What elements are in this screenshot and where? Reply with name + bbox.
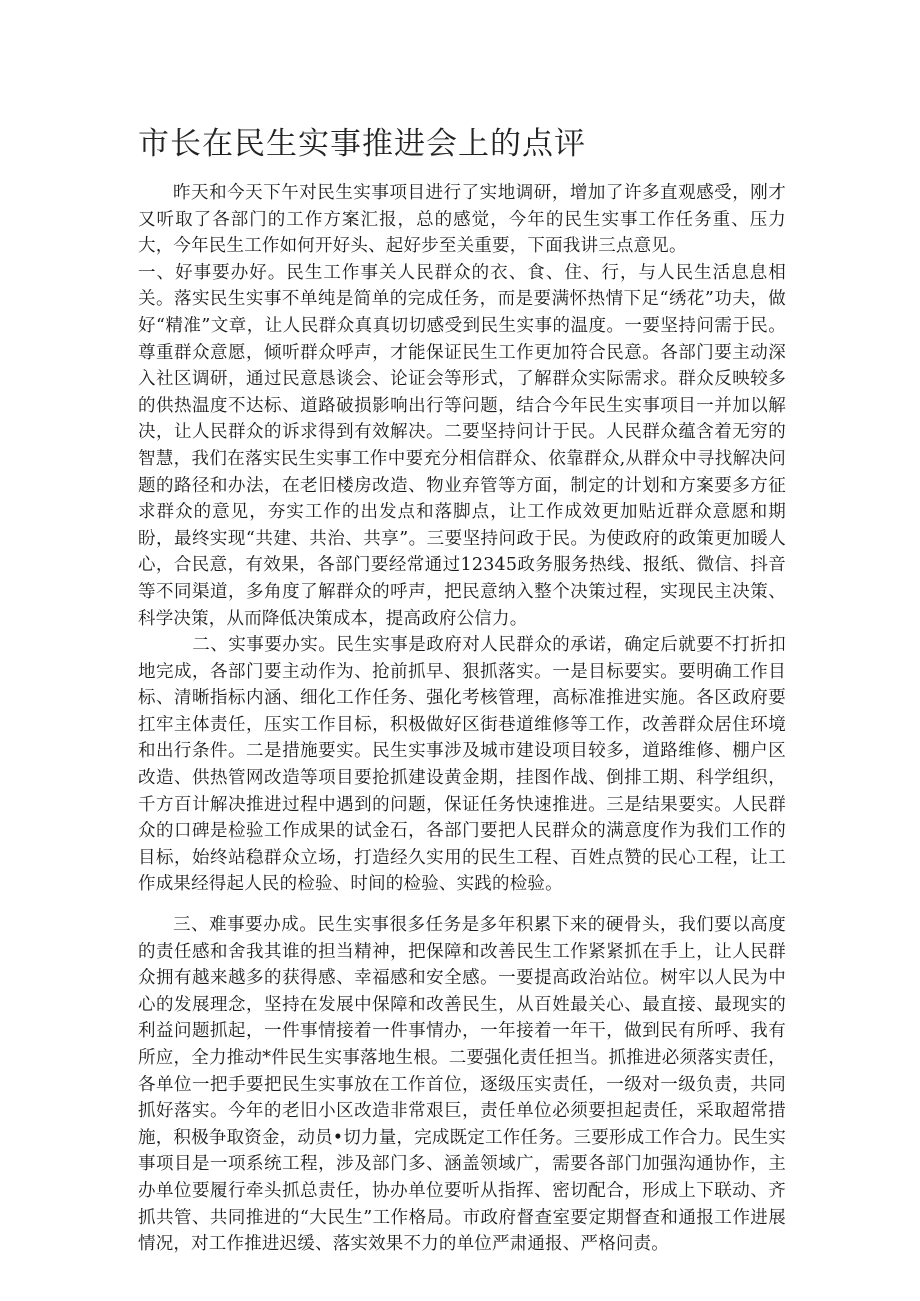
section-two-paragraph: 二、实事要办实。民生实事是政府对人民群众的承诺，确定后就要不打折扣地完成，各部门要主动作为、抢前抓早、狠抓落实。一是目标要实。要明确工作目标、清晰指标内涵、细化工作任务、强化考核管理，高标准推进实施。各区政府要扛牢主体责任，压实工作目标，积极做好区街巷道维修等工作，改善群众居住环境和出行条件。二是措施要实。民生实事涉及城市建设项目较多，道路维修、棚户区改造、供热管网改造等项目要抢抓建设黄金期，挂图作战、倒排工期、科学组织，千方百计解决推进过程中遇到的问题，保证任务快速推进。三是结果要实。人民群众的口碑是检验工作成果的试金石，各部门要把人民群众的满意度作为我们工作的目标，始终站稳群众立场，打造经久实用的民生工程、百姓点赞的民心工程，让工作成果经得起人民的检验、时间的检验、实践的检验。 xyxy=(138,635,786,895)
section-one-paragraph: 一、好事要办好。民生工作事关人民群众的衣、食、住、行，与人民生活息息相关。落实民生实事不单纯是简单的完成任务，而是要满怀热情下足“绣花”功夫，做好“精准”文章，让人民群众真真切切感受到民生实事的温度。一要坚持问需于民。尊重群众意愿，倾听群众呼声，才能保证民生工作更加符合民意。各部门要主动深入社区调研，通过民意恳谈会、论证会等形式，了解群众实际需求。群众反映较多的供热温度不达标、道路破损影响出行等问题，结合今年民生实事项目一并加以解决，让人民群众的诉求得到有效解决。二要坚持问计于民。人民群众蕴含着无穷的智慧，我们在落实民生实事工作中要充分相信群众、依靠群众,从群众中寻找解决问题的路径和办法，在老旧楼房改造、物业弃管等方面，制定的计划和方案要多方征求群众的意见，夯实工作的出发点和落脚点，让工作成效更加贴近群众意愿和期盼，最终实现“共建、共治、共享”。三要坚持问政于民。为使政府的政策更加暖人心，合民意，有效果，各部门要经常通过12345政务服务热线、报纸、微信、抖音等不同渠道，多角度了解群众的呼声，把民意纳入整个决策过程，实现民主决策、科学决策，从而降低决策成本，提高政府公信力。 xyxy=(138,262,786,629)
document-body xyxy=(138,180,786,1258)
intro-paragraph: 昨天和今天下午对民生实事项目进行了实地调研，增加了许多直观感受，刚才又听取了各部门的工作方案汇报，总的感觉，今年的民生实事工作任务重、压力大，今年民生工作如何开好头、起好步至关重要，下面我讲三点意见。 xyxy=(138,183,786,257)
document-title: 市长在民生实事推进会上的点评 xyxy=(138,126,586,162)
section-three-paragraph: 三、难事要办成。民生实事很多任务是多年积累下来的硬骨头，我们要以高度的责任感和舍我其谁的担当精神，把保障和改善民生工作紧紧抓在手上，让人民群众拥有越来越多的获得感、幸福感和安全感。一要提高政治站位。树牢以人民为中心的发展理念，坚持在发展中保障和改善民生，从百姓最关心、最直接、最现实的利益问题抓起，一件事情接着一件事情办，一年接着一年干，做到民有所呼、我有所应，全力推动*件民生实事落地生根。二要强化责任担当。抓推进必须落实责任，各单位一把手要把民生实事放在工作首位，逐级压实责任，一级对一级负责，共同抓好落实。今年的老旧小区改造非常艰巨，责任单位必须要担起责任，采取超常措施，积极争取资金，动员•切力量，完成既定工作任务。三要形成工作合力。民生实事项目是一项系统工程，涉及部门多、涵盖领域广，需要各部门加强沟通协作，主办单位要履行牵头抓总责任，协办单位要听从指挥、密切配合，形成上下联动、齐抓共管、共同推进的“大民生”工作格局。市政府督查室要定期督查和通报工作进展情况，对工作推进迟缓、落实效果不力的单位严肃通报、严格问责。 xyxy=(138,915,786,1255)
